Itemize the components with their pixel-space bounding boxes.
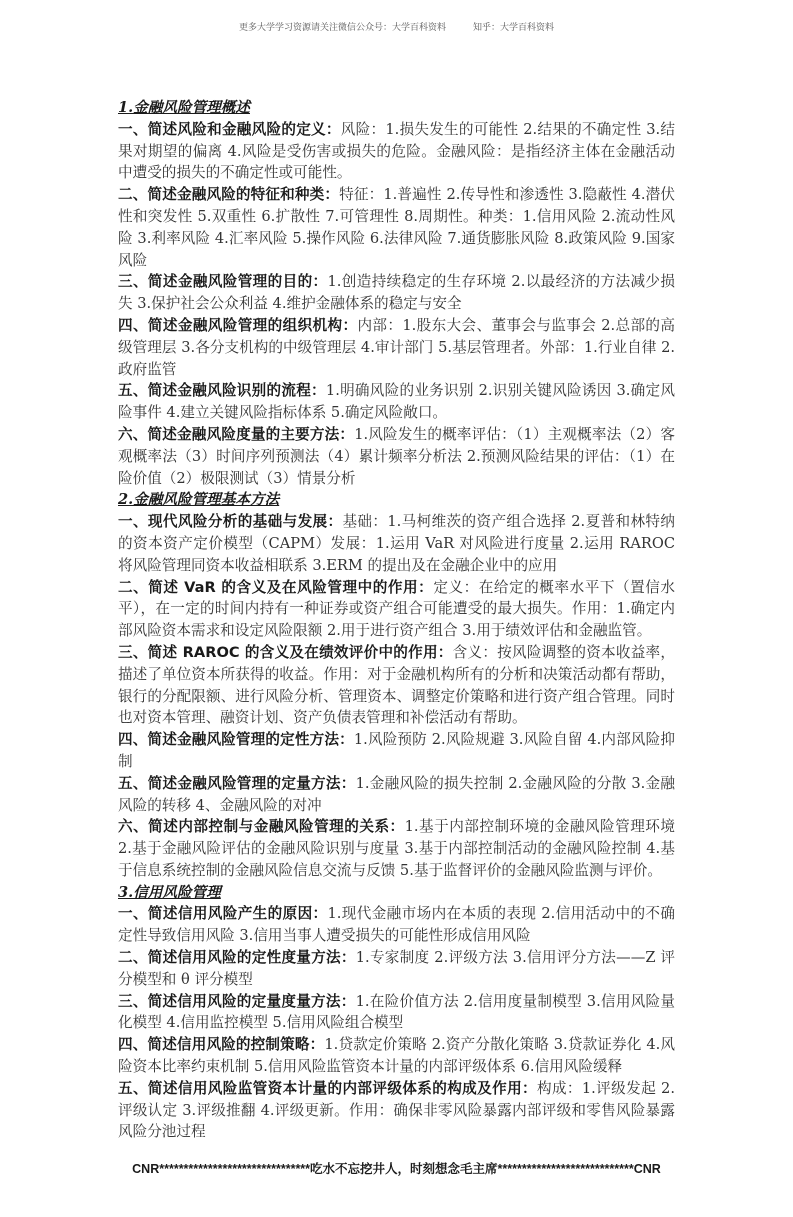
question-item bbox=[118, 315, 675, 380]
question-item bbox=[118, 119, 675, 184]
answer-text: 内部：1.股东大会、董事会与监事会 2.总部的高级管理层 3.各分支机构的中级管理层 4.审计部门 5.基层管理者。外部：1.行业自律 2.政府监管 bbox=[118, 316, 675, 378]
question-heading: 六、简述内部控制与金融风险管理的关系： bbox=[118, 818, 405, 836]
question-heading: 二、简述信用风险的定性度量方法： bbox=[118, 949, 356, 967]
question-heading: 四、简述金融风险管理的组织机构： bbox=[118, 316, 358, 334]
question-heading: 三、简述金融风险管理的目的： bbox=[118, 273, 328, 291]
answer-text: 特征：1.普遍性 2.传导性和渗透性 3.隐蔽性 4.潜伏性和突发性 5.双重性 6.扩散性 7.可管理性 8.周期性。种类：1.信用风险 2.流动性风险 3.利率风险 4.汇率风险 5.操作风险 6.法律风险 7.通货膨胀风险 8.政策风险 9.国家风险 bbox=[118, 186, 675, 269]
header-note bbox=[0, 22, 793, 34]
question-heading: 三、简述信用风险的定量度量方法： bbox=[118, 992, 356, 1010]
answer-text: 1.风险发生的概率评估：（1）主观概率法（2）客观概率法（3）时间序列预测法（4）累计频率分析法 2.预测风险结果的评估：（1）在险价值（2）极限测试（3）情景分析 bbox=[118, 425, 675, 487]
question-item bbox=[118, 1034, 675, 1078]
question-item bbox=[118, 642, 675, 729]
section-title: 2.金融风险管理基本方法 bbox=[118, 491, 280, 509]
answer-text: 1.基于内部控制环境的金融风险管理环境 2.基于金融风险评估的金融风险识别与度量 3.基于内部控制活动的金融风险控制 4.基于信息系统控制的金融风险信息交流与反馈 5.基于监督评价的金融风险监测与评价。 bbox=[118, 818, 675, 879]
question-heading: 三、简述 RAROC 的含义及在绩效评价中的作用： bbox=[118, 643, 453, 661]
question-heading: 四、简述金融风险管理的定性方法： bbox=[118, 731, 354, 749]
question-heading: 一、简述信用风险产生的原因： bbox=[118, 905, 328, 923]
section-title: 1.金融风险管理概述 bbox=[118, 99, 250, 116]
section-title: 3.信用风险管理 bbox=[118, 883, 221, 901]
document-body bbox=[118, 97, 675, 1143]
header-note-wechat: 更多大学学习资源请关注微信公众号：大学百科资料 bbox=[239, 23, 447, 33]
question-item bbox=[118, 380, 675, 424]
question-item bbox=[118, 991, 675, 1035]
header-note-zhihu: 知乎：大学百科资料 bbox=[472, 23, 554, 33]
question-heading: 四、简述信用风险的控制策略： bbox=[118, 1036, 325, 1054]
question-heading: 一、简述风险和金融风险的定义： bbox=[118, 120, 341, 138]
answer-text: 1.在险价值方法 2.信用度量制模型 3.信用风险量化模型 4.信用监控模型 5.信用风险组合模型 bbox=[118, 992, 675, 1032]
question-heading: 六、简述金融风险度量的主要方法： bbox=[118, 425, 355, 443]
question-item bbox=[118, 816, 675, 881]
question-heading: 一、现代风险分析的基础与发展： bbox=[118, 513, 343, 531]
answer-text: 1.风险预防 2.风险规避 3.风险自留 4.内部风险抑制 bbox=[118, 731, 675, 770]
answer-text: 风险：1.损失发生的可能性 2.结果的不确定性 3.结果对期望的偏离 4.风险是受伤害或损失的危险。金融风险：是指经济主体在金融活动中遭受的损失的不确定性或可能性。 bbox=[118, 120, 675, 182]
question-item bbox=[118, 577, 675, 642]
answer-text: 1.明确风险的业务识别 2.识别关键风险诱因 3.确定风险事件 4.建立关键风险指标体系 5.确定风险敞口。 bbox=[118, 382, 675, 422]
answer-text: 含义：按风险调整的资本收益率，描述了单位资本所获得的收益。作用：对于金融机构所有的分析和决策活动都有帮助，银行的分配限额、进行风险分析、管理资本、调整定价策略和进行资产组合管理。同时也对资本管理、融资计划、资产负债表管理和补偿活动有帮助。 bbox=[118, 643, 675, 727]
answer-text: 基础：1.马柯维茨的资产组合选择 2.夏普和林特纳的资本资产定价模型（CAPM）发展：1.运用 VaR 对风险进行度量 2.运用 RAROC 将风险管理同资本收益相联系 3.ERM 的提出及在金融企业中的应用 bbox=[118, 513, 675, 574]
question-item bbox=[118, 729, 675, 773]
answer-text: 1.创造持续稳定的生存环境 2.以最经济的方法减少损失 3.保护社会公众利益 4.维护金融体系的稳定与安全 bbox=[118, 273, 675, 313]
question-heading: 五、简述信用风险监管资本计量的内部评级体系的构成及作用： bbox=[118, 1079, 537, 1097]
question-item bbox=[118, 947, 675, 991]
question-heading: 二、简述金融风险的特征和种类： bbox=[118, 186, 340, 204]
question-item bbox=[118, 511, 675, 576]
question-heading: 五、简述金融风险识别的流程： bbox=[118, 382, 326, 400]
question-item bbox=[118, 903, 675, 947]
footer-slogan: CNR*******************************吃水不忘挖井人，时刻想念毛主席****************************CNR bbox=[132, 1162, 661, 1177]
answer-text: 定义：在给定的概率水平下（置信水平），在一定的时间内持有一种证券或资产组合可能遭受的最大损失。作用：1.确定内部风险资本需求和设定风险限额 2.用于进行资产组合 3.用于绩效评估和金融监管。 bbox=[118, 578, 675, 640]
answer-text: 1.金融风险的损失控制 2.金融风险的分散 3.金融风险的转移 4、金融风险的对冲 bbox=[118, 774, 675, 814]
question-item bbox=[118, 1078, 675, 1143]
question-item bbox=[118, 271, 675, 315]
answer-text: 1.专家制度 2.评级方法 3.信用评分方法——Z 评分模型和 θ 评分模型 bbox=[118, 949, 675, 988]
question-heading: 二、简述 VaR 的含义及在风险管理中的作用： bbox=[118, 578, 434, 596]
question-item bbox=[118, 184, 675, 271]
answer-text: 1.现代金融市场内在本质的表现 2.信用活动中的不确定性导致信用风险 3.信用当事人遭受损失的可能性形成信用风险 bbox=[118, 905, 675, 945]
answer-text: 构成：1.评级发起 2.评级认定 3.评级推翻 4.评级更新。作用：确保非零风险暴露内部评级和零售风险暴露风险分池过程 bbox=[118, 1079, 675, 1141]
question-item bbox=[118, 424, 675, 489]
question-heading: 五、简述金融风险管理的定量方法： bbox=[118, 774, 356, 792]
answer-text: 1.贷款定价策略 2.资产分散化策略 3.贷款证券化 4.风险资本比率约束机制 5.信用风险监管资本计量的内部评级体系 6.信用风险缓释 bbox=[118, 1036, 675, 1076]
question-item bbox=[118, 773, 675, 817]
